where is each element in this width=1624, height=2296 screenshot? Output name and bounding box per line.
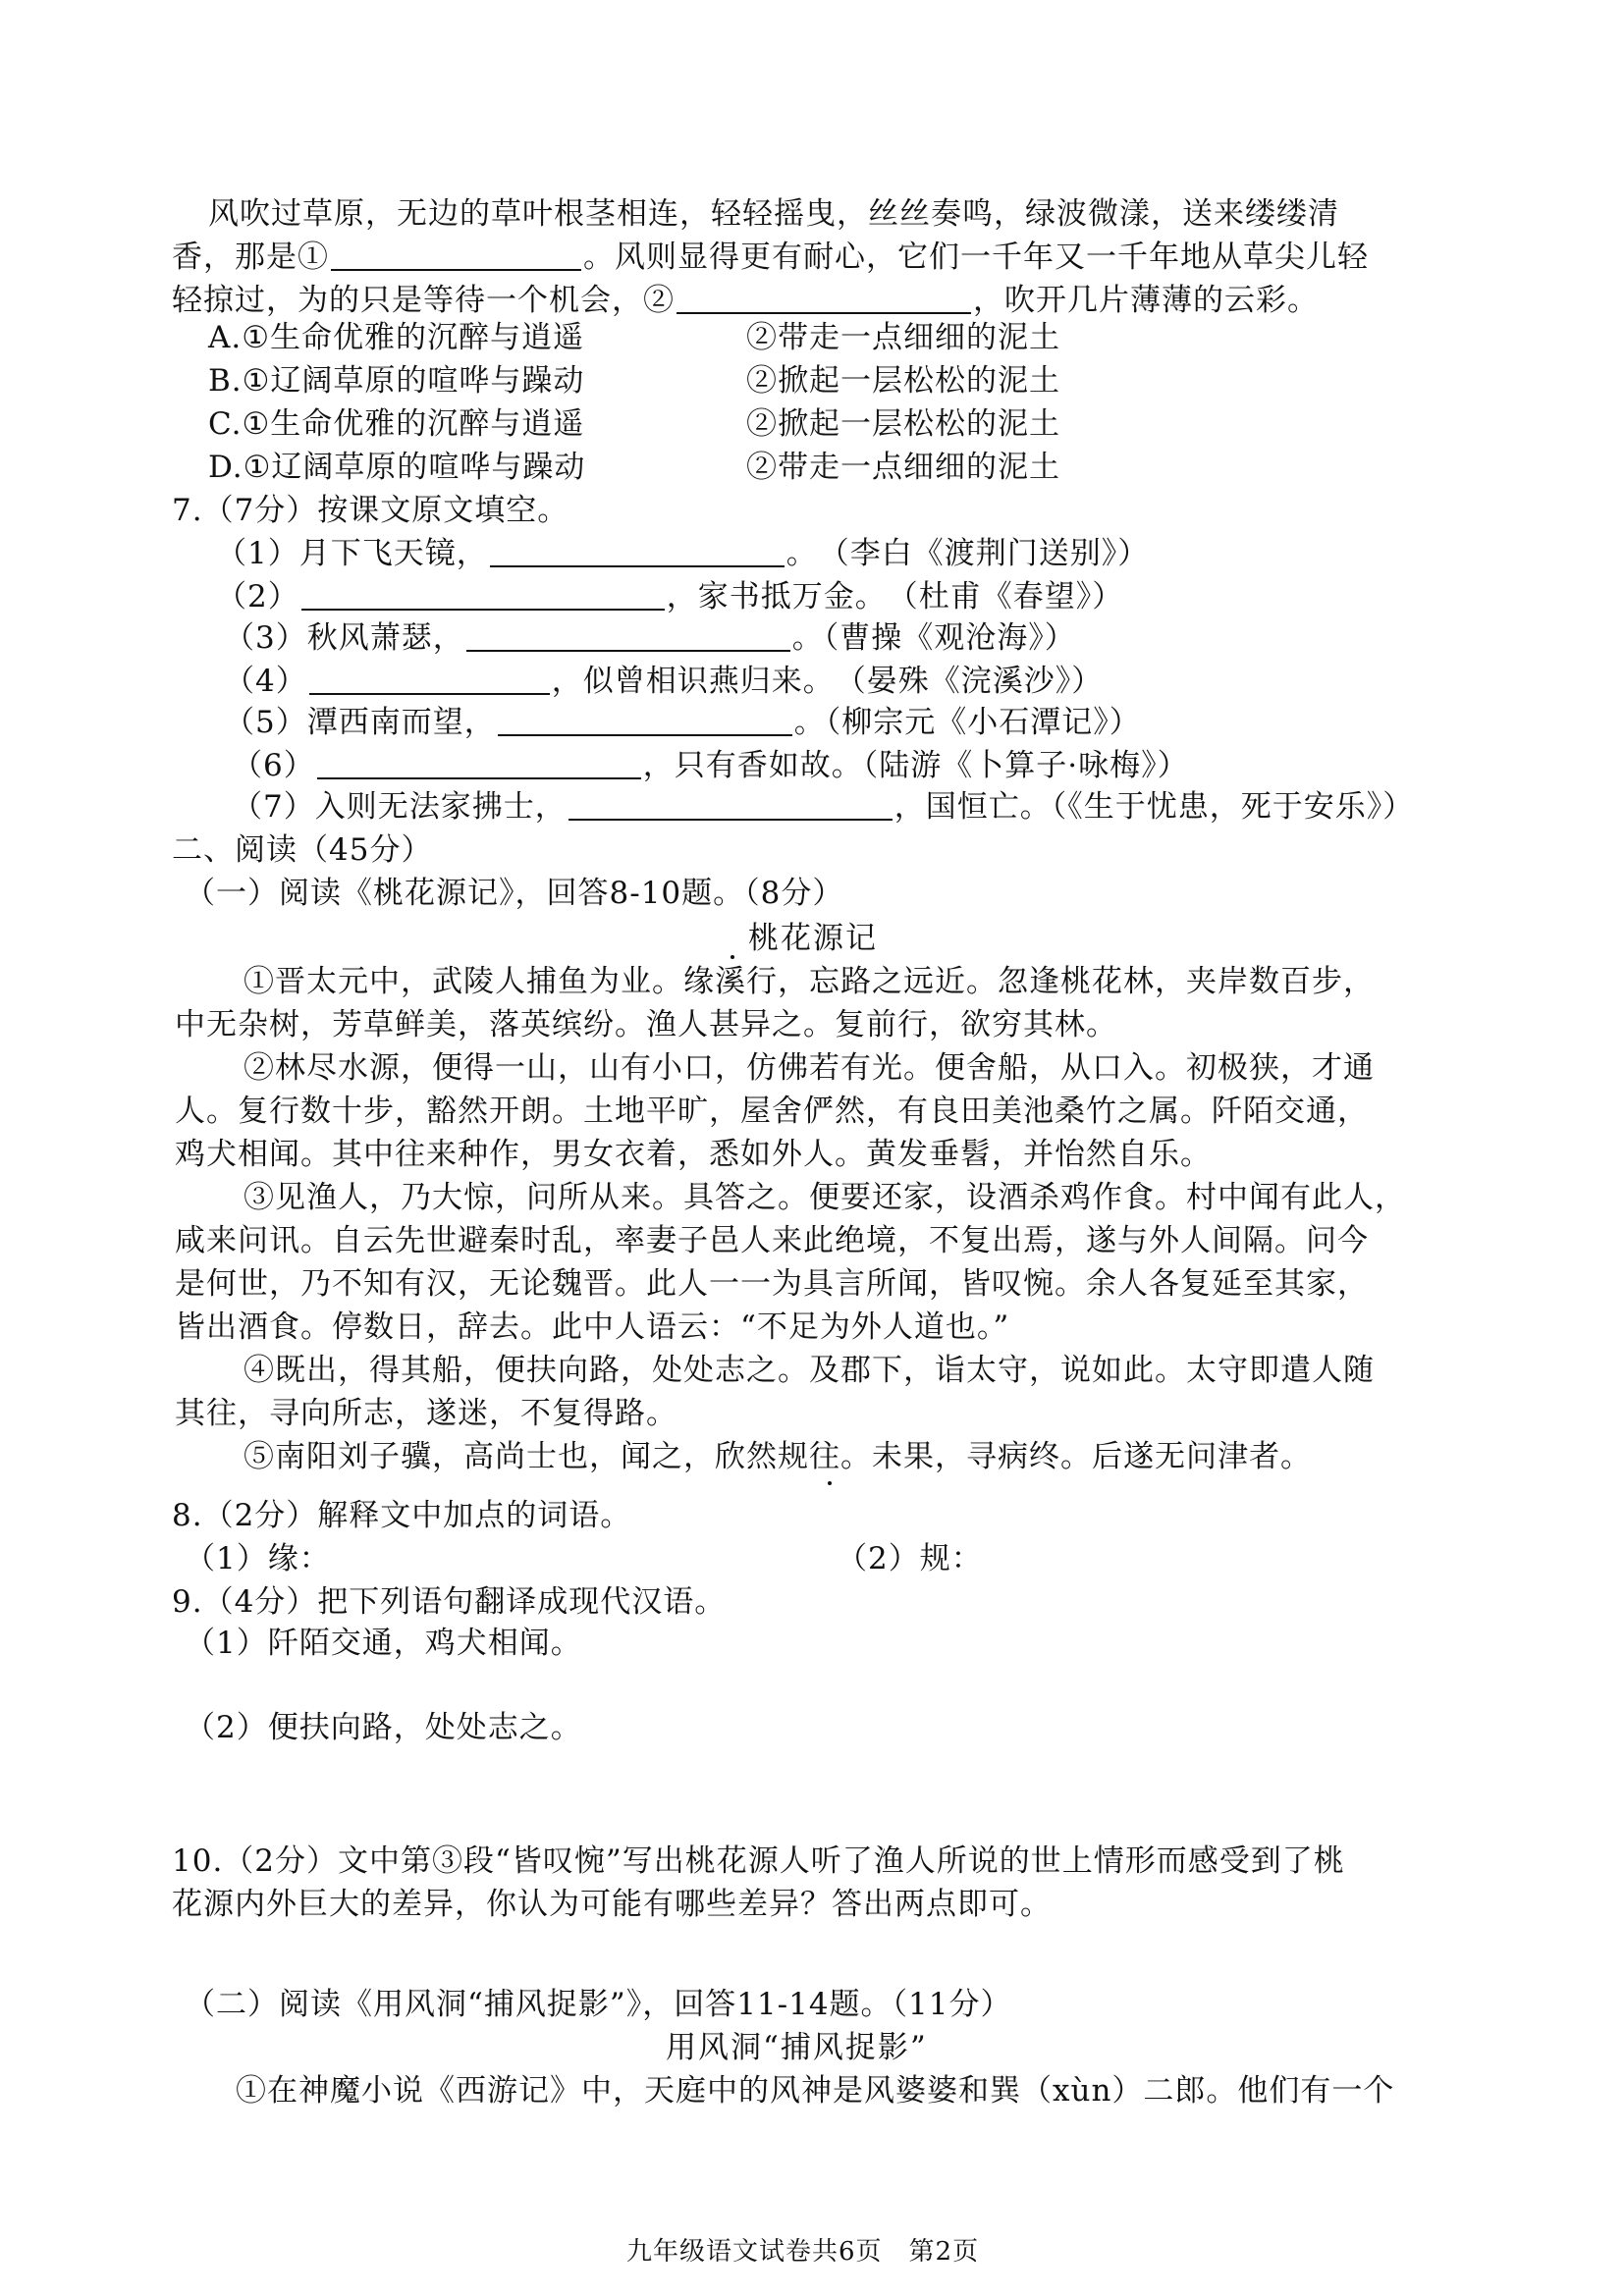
option-c: C.①生命优雅的沉醉与逍遥 (208, 406, 585, 442)
text: 轻掠过，为的只是等待一个机会，② (172, 283, 675, 318)
option-d: D.①辽阔草原的喧哗与躁动 (208, 450, 586, 485)
option-c-b: ②掀起一层松松的泥土 (746, 406, 1060, 442)
q7-item (216, 575, 1123, 618)
paragraph-line: 人。复行数十步，豁然开朗。土地平旷，屋舍俨然，有良田美池桑竹之属。阡陌交通， (175, 1094, 1369, 1129)
paragraph-line: ①晋太元中，武陵人捕鱼为业。缘溪行，忘路之远近。忽逢桃花林，夹岸数百步， (244, 964, 1375, 999)
q8-item-2: （2）规： (837, 1541, 983, 1576)
paragraph-line: ①在神魔小说《西游记》中，天庭中的风神是风婆婆和巽（xùn）二郎。他们有一个 (236, 2073, 1395, 2109)
question-7-heading: 7.（7分）按课文原文填空。 (172, 493, 569, 528)
emphasis-dot (828, 1481, 832, 1485)
text: ，似曾相识燕归来。 （晏殊《浣溪沙》） (551, 664, 1104, 699)
part-heading: （一）阅读《桃花源记》，回答8-10题。（8分） (185, 876, 844, 911)
paragraph-line: 皆出酒食。停数日，辞去。此中人语云：“不足为外人道也。” (175, 1309, 1010, 1345)
text: 香，那是① (172, 240, 329, 275)
passage-line: 风吹过草原，无边的草叶根茎相连，轻轻摇曳，丝丝奏鸣，绿波微漾，送来缕缕清 (208, 196, 1339, 232)
text: ，吹开几片薄薄的云彩。 (973, 283, 1319, 318)
passage-title: 用风洞“捕风捉影” (666, 2030, 928, 2065)
question-10-line: 10.（2分）文中第③段“皆叹惋”写出桃花源人听了渔人所说的世上情形而感受到了桃 (172, 1843, 1345, 1879)
answer-blank[interactable] (490, 536, 785, 567)
question-10-line: 花源内外巨大的差异，你认为可能有哪些差异？答出两点即可。 (172, 1887, 1052, 1922)
text: （5）潭西南而望， (224, 705, 496, 740)
text: 。（曹操《观沧海》） (791, 620, 1076, 656)
q7-item (224, 616, 1076, 660)
fill-blank-1[interactable] (331, 240, 581, 271)
option-d-b: ②带走一点细细的泥土 (746, 450, 1060, 485)
question-8-heading: 8.（2分）解释文中加点的词语。 (172, 1498, 632, 1533)
q7-item (216, 532, 1149, 575)
q9-item-2: （2）便扶向路，处处志之。 (185, 1710, 582, 1745)
paragraph-line: 其往，寻向所志，遂迷，不复得路。 (175, 1396, 677, 1431)
answer-blank[interactable] (498, 705, 792, 736)
answer-blank[interactable] (568, 789, 893, 821)
q8-item-1: （1）缘： (185, 1541, 331, 1576)
part-heading: （二）阅读《用风洞“捕风捉影”》，回答11-14题。（11分） (185, 1987, 1012, 2022)
text: ，只有香如故。（陆游《卜算子·咏梅》） (642, 748, 1189, 783)
text: ，家书抵万金。 （杜甫《春望》） (666, 579, 1124, 614)
page-footer: 九年级语文试卷共6页 第2页 (626, 2237, 980, 2267)
text: 。风则显得更有耐心，它们一千年又一千年地从草尖儿轻 (583, 240, 1369, 275)
q7-item (224, 660, 1103, 703)
option-a: A.①生命优雅的沉醉与逍遥 (208, 320, 585, 355)
text: （6） (232, 748, 315, 783)
emphasis-dot (731, 955, 734, 959)
text: 。（柳宗元《小石潭记》） (793, 705, 1141, 740)
option-a-b: ②带走一点细细的泥土 (746, 320, 1060, 355)
question-9-heading: 9.（4分）把下列语句翻译成现代汉语。 (172, 1584, 727, 1620)
paragraph-line: ②林尽水源，便得一山，山有小口，仿佛若有光。便舍船，从口入。初极狭，才通 (244, 1050, 1375, 1086)
text: （2） (216, 579, 299, 614)
answer-blank[interactable] (309, 664, 550, 695)
q9-item-1: （1）阡陌交通，鸡犬相闻。 (185, 1626, 582, 1661)
option-b-b: ②掀起一层松松的泥土 (746, 363, 1060, 399)
text: （7）入则无法家拂士， (232, 789, 567, 825)
paragraph-line: 中无杂树，芳草鲜美，落英缤纷。渔人甚异之。复前行，欲穷其林。 (175, 1007, 1117, 1042)
text: （3）秋风萧瑟， (224, 620, 464, 656)
paragraph-line: ④既出，得其船，便扶向路，处处志之。及郡下，诣太守，说如此。太守即遣人随 (244, 1353, 1375, 1388)
text: 。 （李白《渡荆门送别》） (785, 536, 1150, 571)
passage-title: 桃花源记 (748, 921, 878, 956)
q7-item (224, 701, 1141, 744)
text: （1）月下飞天镜， (216, 536, 488, 571)
q7-item (232, 785, 1414, 828)
option-b: B.①辽阔草原的喧哗与躁动 (208, 363, 585, 399)
q7-item (232, 744, 1189, 787)
paragraph-line: 是何世，乃不知有汉，无论魏晋。此人一一为具言所闻，皆叹惋。余人各复延至其家， (175, 1266, 1369, 1302)
answer-blank[interactable] (317, 748, 641, 779)
paragraph-line: 鸡犬相闻。其中往来种作，男女衣着，悉如外人。黄发垂髫，并怡然自乐。 (175, 1137, 1212, 1172)
paragraph-line: ⑤南阳刘子骥，高尚士也，闻之，欣然规往。未果，寻病终。后遂无问津者。 (244, 1439, 1312, 1474)
section-heading: 二、阅读（45分） (172, 832, 433, 868)
answer-blank[interactable] (301, 579, 665, 611)
paragraph-line: ③见渔人，乃大惊，问所从来。具答之。便要还家，设酒杀鸡作食。村中闻有此人， (244, 1180, 1406, 1215)
passage-line (172, 236, 1369, 279)
paragraph-line: 咸来问讯。自云先世避秦时乱，率妻子邑人来此绝境，不复出焉，遂与外人间隔。问今 (175, 1223, 1369, 1258)
text: ，国恒亡。（《生于忧患，死于安乐》） (893, 789, 1415, 825)
text: （4） (224, 664, 307, 699)
fill-blank-2[interactable] (677, 283, 971, 314)
answer-blank[interactable] (466, 620, 790, 652)
